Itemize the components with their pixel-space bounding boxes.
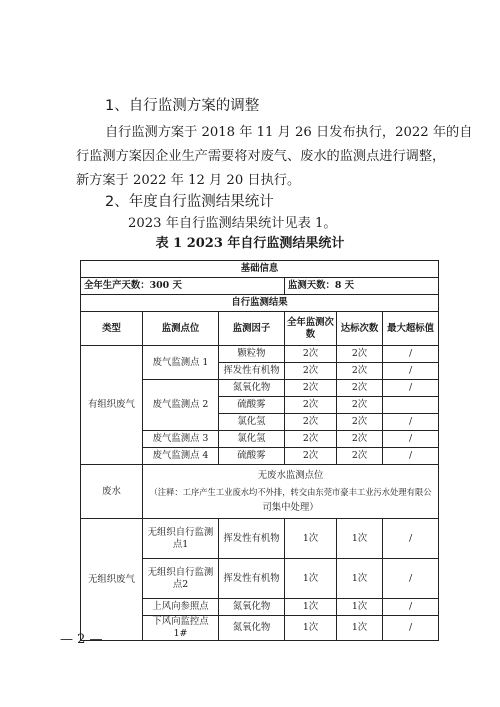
pass-cell: 2次	[337, 346, 383, 363]
pass-cell: 1次	[337, 559, 383, 599]
count-cell: 1次	[285, 599, 337, 616]
count-cell: 2次	[285, 414, 337, 431]
max-cell: /	[383, 616, 439, 641]
para-line-1: 自行监测方案于 2018 年 11 月 26 日发布执行，2022 年的自	[105, 125, 473, 140]
count-cell: 2次	[285, 346, 337, 363]
factor-cell: 氯化氢	[219, 414, 285, 431]
point-line: 无组织自行监测	[147, 526, 214, 538]
para-line-3: 新方案于 2022 年 12 月 20 日执行。	[76, 173, 301, 188]
factor-cell: 硫酸雾	[219, 397, 285, 414]
point-cell: 废气监测点 3	[143, 431, 219, 448]
type-wastewater: 废水	[81, 465, 143, 519]
point-cell: 下风向监控点 1#	[143, 616, 219, 641]
pass-cell: 2次	[337, 380, 383, 397]
max-cell: /	[383, 363, 439, 380]
pass-cell: 2次	[337, 397, 383, 414]
max-cell: /	[383, 414, 439, 431]
para-line-2: 行监测方案因企业生产需要将对废气、废水的监测点进行调整，	[76, 149, 446, 164]
pass-cell: 2次	[337, 363, 383, 380]
section2-intro: 2023 年自行监测结果统计见表 1。	[128, 216, 337, 231]
factor-cell: 挥发性有机物	[219, 519, 285, 559]
point-cell	[143, 559, 219, 599]
factor-cell: 挥发性有机物	[219, 363, 285, 380]
factor-cell: 挥发性有机物	[219, 559, 285, 599]
header-type: 类型	[81, 312, 143, 346]
header-max: 最大超标值	[383, 312, 439, 346]
factor-cell: 硫酸雾	[219, 448, 285, 465]
table-row	[81, 519, 439, 559]
results-title: 自行监测结果	[81, 295, 439, 312]
pass-cell: 1次	[337, 599, 383, 616]
table-row	[81, 465, 439, 519]
pass-cell: 2次	[337, 448, 383, 465]
header-point: 监测点位	[143, 312, 219, 346]
pass-cell: 2次	[337, 431, 383, 448]
pass-cell: 2次	[337, 414, 383, 431]
page-number: — 2 —	[60, 632, 103, 647]
point-cell: 废气监测点 2	[143, 380, 219, 431]
point-line: 点2	[172, 578, 189, 590]
header-factor: 监测因子	[219, 312, 285, 346]
table-row	[81, 278, 439, 295]
wastewater-note	[143, 465, 439, 519]
factor-cell: 氮氧化物	[219, 599, 285, 616]
max-cell: /	[383, 519, 439, 559]
count-cell: 1次	[285, 559, 337, 599]
type-organized: 有组织废气	[81, 346, 143, 465]
table-row	[81, 261, 439, 278]
monitoring-days: 监测天数：8 天	[285, 278, 439, 295]
count-cell: 2次	[285, 431, 337, 448]
max-cell	[383, 397, 439, 414]
basic-info-title: 基础信息	[81, 261, 439, 278]
point-cell: 上风向参照点	[143, 599, 219, 616]
factor-cell: 氯化氢	[219, 431, 285, 448]
section1-heading: 1、自行监测方案的调整	[105, 98, 260, 114]
table-row	[81, 295, 439, 312]
header-pass: 达标次数	[337, 312, 383, 346]
wastewater-line-3: 司集中处理）	[262, 501, 319, 513]
wastewater-line-1: 无废水监测点位	[257, 469, 324, 481]
table-caption: 表 1 2023 年自行监测结果统计	[155, 236, 345, 251]
header-count: 全年监测次数	[285, 312, 337, 346]
point-line: 点1	[172, 538, 189, 550]
type-unorganized: 无组织废气	[81, 519, 143, 641]
count-cell: 1次	[285, 519, 337, 559]
wastewater-line-2: （注释：工序产生工业废水均不外排，转交由东莞市豪丰工业污水处理有限公	[149, 486, 432, 497]
production-days: 全年生产天数：300 天	[81, 278, 285, 295]
table-row	[81, 346, 439, 363]
max-cell: /	[383, 599, 439, 616]
factor-cell: 颗粒物	[219, 346, 285, 363]
point-cell	[143, 519, 219, 559]
count-cell: 1次	[285, 616, 337, 641]
pass-cell: 1次	[337, 616, 383, 641]
max-cell: /	[383, 346, 439, 363]
point-cell: 废气监测点 4	[143, 448, 219, 465]
max-cell: /	[383, 431, 439, 448]
monitoring-table	[80, 260, 439, 641]
factor-cell: 氮氧化物	[219, 380, 285, 397]
section2-heading: 2、年度自行监测结果统计	[105, 194, 274, 210]
max-cell: /	[383, 559, 439, 599]
count-cell: 2次	[285, 363, 337, 380]
count-cell: 2次	[285, 397, 337, 414]
max-cell: /	[383, 448, 439, 465]
factor-cell: 氮氧化物	[219, 616, 285, 641]
pass-cell: 1次	[337, 519, 383, 559]
point-line: 无组织自行监测	[147, 566, 214, 578]
max-cell: /	[383, 380, 439, 397]
count-cell: 2次	[285, 448, 337, 465]
count-cell: 2次	[285, 380, 337, 397]
header-row	[81, 312, 439, 346]
point-cell: 废气监测点 1	[143, 346, 219, 380]
